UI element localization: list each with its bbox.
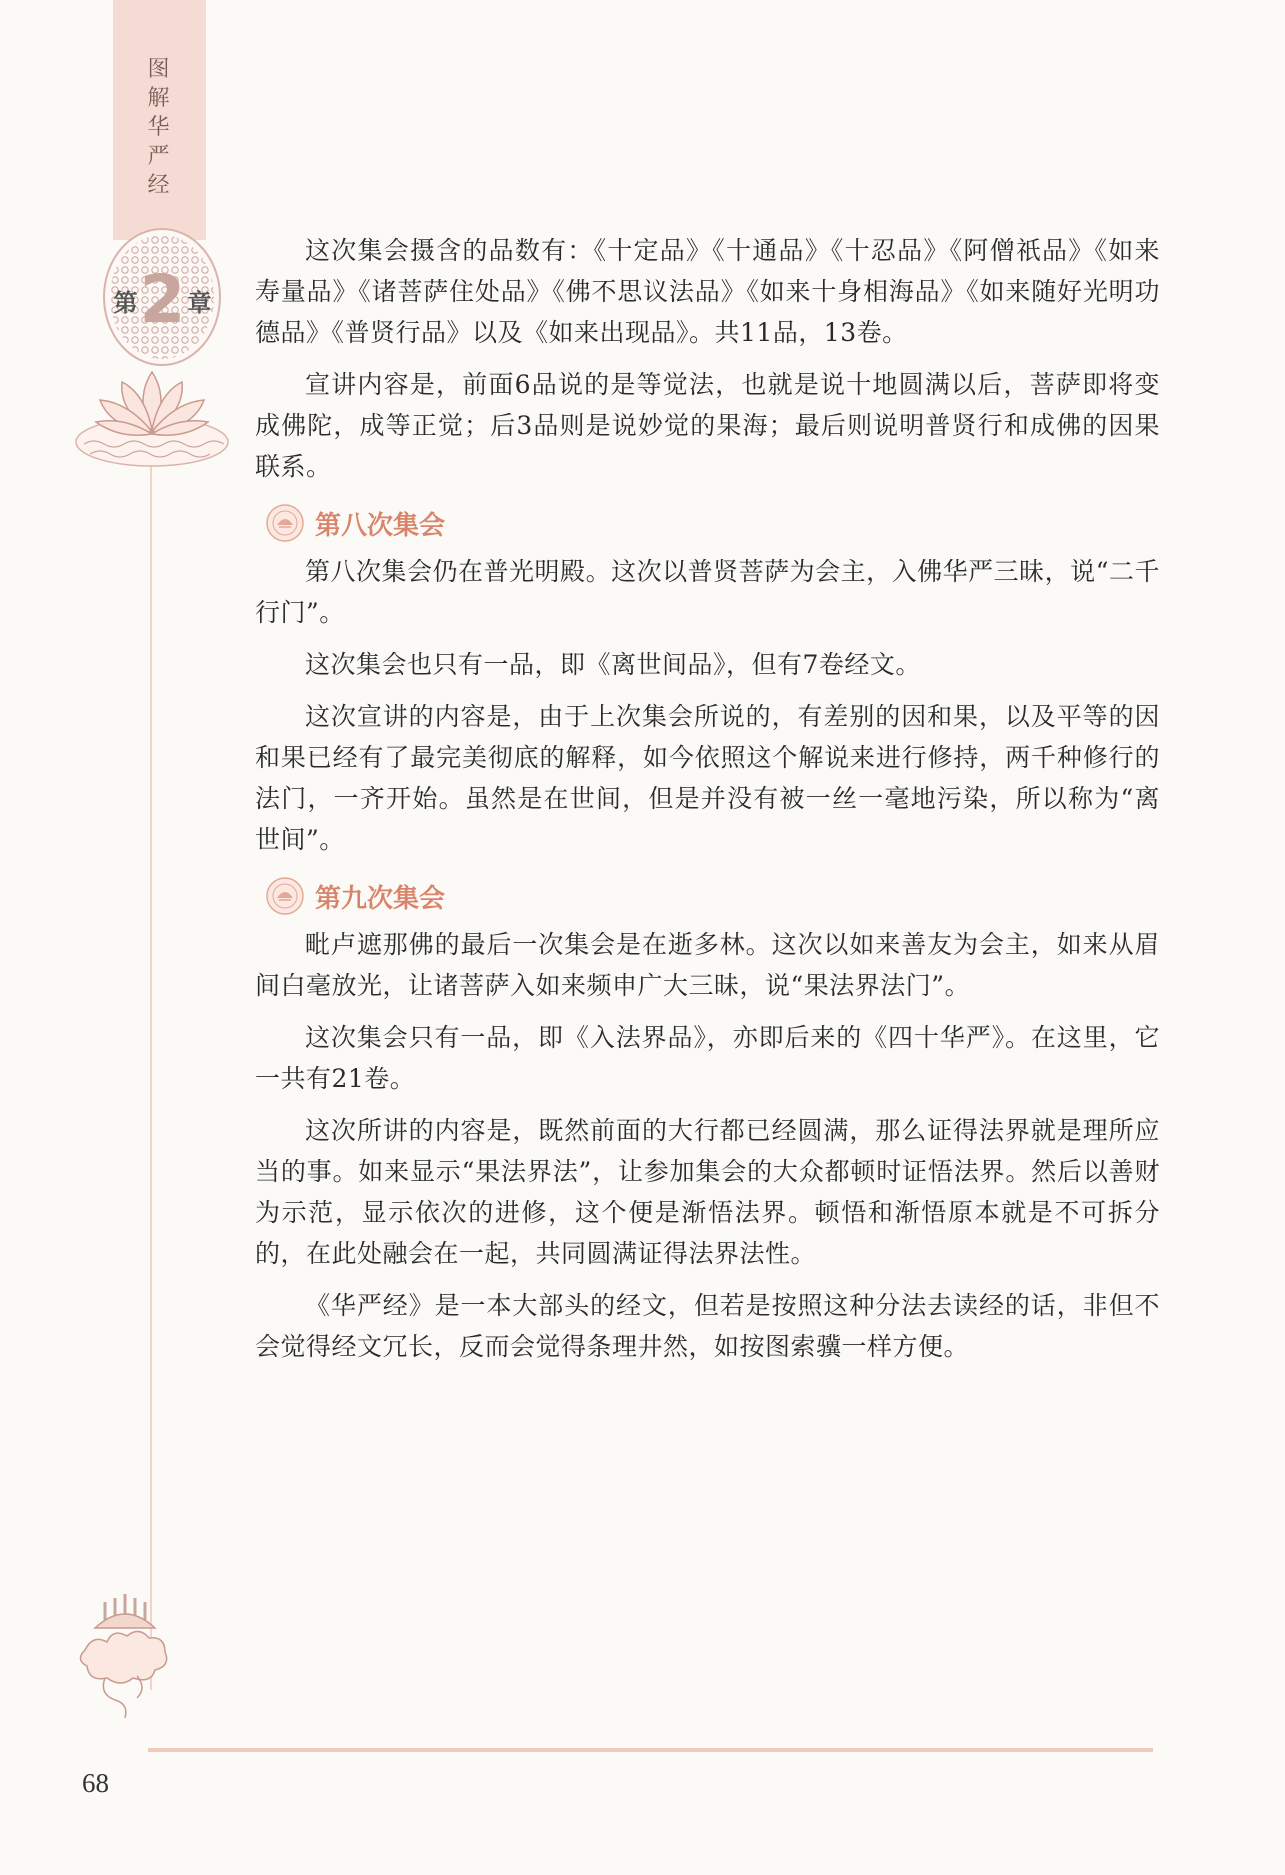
series-title-char: 解 <box>147 86 172 111</box>
paragraph: 第八次集会仍在普光明殿。这次以普贤菩萨为会主，入佛华严三昧，说“二千行门”。 <box>255 557 1160 627</box>
paragraph: 宣讲内容是，前面6品说的是等觉法，也就是说十地圆满以后，菩萨即将变成佛陀，成等正觉；后3品则是说妙觉的果海；最后则说明普贤行和成佛的因果联系。 <box>255 370 1160 481</box>
cloud-ornament-icon <box>75 1580 175 1720</box>
footer-rule <box>148 1748 1153 1752</box>
series-title <box>113 55 206 200</box>
paragraph: 这次所讲的内容是，既然前面的大行都已经圆满，那么证得法界就是理所应当的事。如来显示“果法界法”，让参加集会的大众都顿时证悟法界。然后以善财为示范，显示依次的进修，这个便是渐悟法界。顿悟和渐悟原本就是不可拆分的，在此处融会在一起，共同圆满证得法界法性。 <box>255 1116 1160 1268</box>
margin-line <box>150 460 152 1690</box>
series-title-char: 严 <box>147 144 172 169</box>
paragraph: 《华严经》是一本大部头的经文，但若是按照这种分法去读经的话，非但不会觉得经文冗长，反而会觉得条理井然，如按图索骥一样方便。 <box>255 1291 1160 1361</box>
section-heading <box>265 874 1160 918</box>
main-content <box>255 230 1160 1378</box>
chapter-label <box>100 255 225 345</box>
paragraph: 这次宣讲的内容是，由于上次集会所说的，有差别的因和果，以及平等的因和果已经有了最完美彻底的解释，如今依照这个解说来进行修持，两千种修行的法门，一齐开始。虽然是在世间，但是并没有被一丝一毫地污染，所以称为“离世间”。 <box>255 702 1160 854</box>
section-medallion-icon <box>265 876 305 916</box>
section-title: 第九次集会 <box>315 883 446 914</box>
series-title-char: 图 <box>147 57 172 82</box>
paragraph: 这次集会只有一品，即《入法界品》，亦即后来的《四十华严》。在这里，它一共有21卷。 <box>255 1023 1160 1093</box>
section-medallion-icon <box>265 503 305 543</box>
paragraph: 这次集会摄含的品数有：《十定品》《十通品》《十忍品》《阿僧祇品》《如来寿量品》《诸菩萨住处品》《佛不思议法品》《如来十身相海品》《如来随好光明功德品》《普贤行品》以及《如来出现品》。共11品，13卷。 <box>255 236 1160 347</box>
section-heading <box>265 501 1160 545</box>
lotus-icon <box>72 360 232 470</box>
series-title-char: 经 <box>147 173 172 198</box>
chapter-number: 2 <box>139 261 186 338</box>
section-title: 第八次集会 <box>315 510 446 541</box>
chapter-suffix: 章 <box>187 288 212 317</box>
page-number: 68 <box>82 1768 109 1798</box>
paragraph: 毗卢遮那佛的最后一次集会是在逝多林。这次以如来善友为会主，如来从眉间白毫放光，让诸菩萨入如来频申广大三昧，说“果法界法门”。 <box>255 930 1160 1000</box>
series-title-char: 华 <box>147 115 172 140</box>
chapter-prefix: 第 <box>113 288 138 317</box>
paragraph: 这次集会也只有一品，即《离世间品》，但有7卷经文。 <box>305 650 921 679</box>
